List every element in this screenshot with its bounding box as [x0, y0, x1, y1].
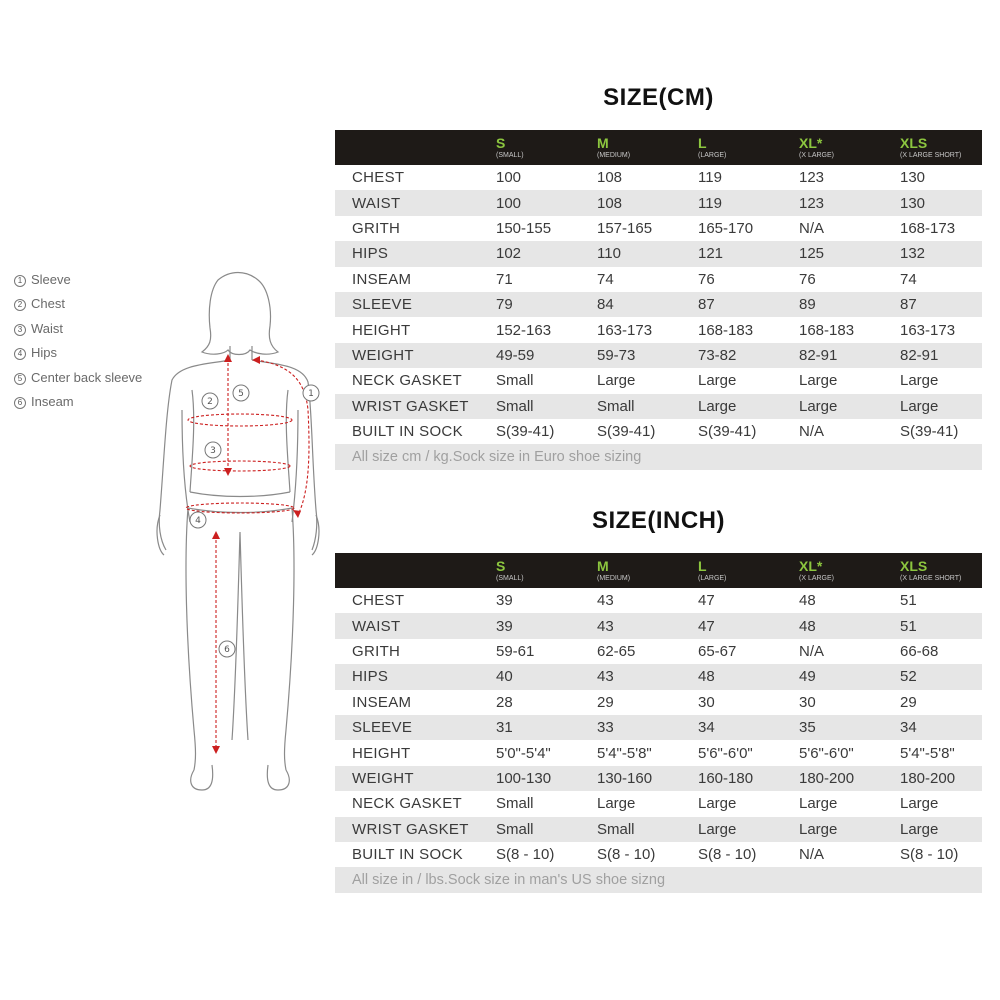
- table-cell: 40: [496, 668, 513, 686]
- size-code: S: [496, 557, 506, 574]
- table-cell: S(8 - 10): [900, 846, 959, 864]
- table-cell: 74: [597, 270, 614, 288]
- table-cell: 34: [698, 719, 715, 737]
- legend-item-waist: [14, 319, 142, 343]
- size-desc: (MEDIUM): [597, 574, 631, 582]
- table-row: [335, 817, 982, 842]
- table-cell: N/A: [799, 846, 825, 864]
- table-cell: 5'6"-6'0": [799, 744, 854, 762]
- body-outline-illustration: [140, 260, 340, 800]
- table-cell: 163-173: [900, 321, 956, 339]
- legend-label: Chest: [31, 296, 65, 312]
- table-cell: S(8 - 10): [698, 846, 757, 864]
- table-cell: 59-73: [597, 346, 636, 364]
- size-inch-title: SIZE(INCH): [592, 507, 725, 534]
- table-row: [335, 267, 982, 292]
- table-cell: 43: [597, 617, 614, 635]
- size-column-header: [799, 553, 900, 588]
- table-cell: Large: [799, 795, 838, 813]
- row-label: HEIGHT: [352, 744, 411, 762]
- table-cell: 52: [900, 668, 917, 686]
- size-column-header: [597, 553, 698, 588]
- row-label: NECK GASKET: [352, 372, 462, 390]
- table-cell: S(8 - 10): [496, 846, 555, 864]
- size-code: M: [597, 557, 609, 574]
- table-row: [335, 588, 982, 613]
- marker-4-label: 4: [195, 516, 201, 526]
- size-desc: (MEDIUM): [597, 151, 631, 159]
- table-cell: 163-173: [597, 321, 653, 339]
- row-label: HIPS: [352, 245, 389, 263]
- table-note-row: [335, 867, 982, 892]
- table-cell: Large: [597, 795, 636, 813]
- table-cell: 82-91: [799, 346, 838, 364]
- table-cell: 39: [496, 617, 513, 635]
- table-row: [335, 639, 982, 664]
- table-cell: 66-68: [900, 642, 939, 660]
- row-label: BUILT IN SOCK: [352, 423, 463, 441]
- table-cell: 31: [496, 719, 513, 737]
- size-code: L: [698, 134, 707, 151]
- table-row: [335, 394, 982, 419]
- marker-6-label: 6: [224, 645, 230, 655]
- table-cell: 168-183: [799, 321, 855, 339]
- row-label: WEIGHT: [352, 769, 414, 787]
- table-cell: Large: [698, 372, 737, 390]
- table-cell: 160-180: [698, 769, 754, 787]
- table-cell: 168-173: [900, 219, 956, 237]
- table-note-row: [335, 444, 982, 469]
- table-cell: 47: [698, 592, 715, 610]
- row-label: GRITH: [352, 219, 401, 237]
- size-code: XLS: [900, 557, 928, 574]
- header-blank: [335, 130, 496, 165]
- table-cell: 82-91: [900, 346, 939, 364]
- table-cell: 100-130: [496, 769, 552, 787]
- table-cell: 180-200: [900, 769, 956, 787]
- table-cell: 108: [597, 194, 623, 212]
- table-cell: 87: [698, 296, 715, 314]
- size-code: XL*: [799, 557, 823, 574]
- table-cell: 29: [597, 693, 614, 711]
- table-row: [335, 715, 982, 740]
- table-cell: 48: [799, 617, 816, 635]
- table-cell: Large: [900, 397, 939, 415]
- size-header-row: [335, 130, 982, 165]
- size-desc: (SMALL): [496, 574, 524, 582]
- legend-number: 2: [14, 299, 26, 311]
- table-row: [335, 343, 982, 368]
- table-cell: S(39-41): [698, 423, 757, 441]
- size-cm-table: [335, 130, 982, 470]
- measurement-legend: [14, 270, 142, 416]
- table-cell: 48: [698, 668, 715, 686]
- table-cell: 73-82: [698, 346, 737, 364]
- table-cell: 150-155: [496, 219, 552, 237]
- table-cell: Large: [900, 820, 939, 838]
- table-cell: 110: [597, 245, 621, 263]
- table-cell: 119: [698, 194, 722, 212]
- table-cell: 48: [799, 592, 816, 610]
- size-code: XLS: [900, 134, 928, 151]
- table-cell: 168-183: [698, 321, 754, 339]
- size-desc: (LARGE): [698, 151, 727, 159]
- table-cell: 76: [698, 270, 715, 288]
- table-cell: Large: [900, 372, 939, 390]
- table-cell: 152-163: [496, 321, 552, 339]
- table-cell: Small: [597, 397, 635, 415]
- table-cell: 123: [799, 169, 825, 187]
- table-cell: 130-160: [597, 769, 653, 787]
- table-cell: 74: [900, 270, 917, 288]
- table-row: [335, 613, 982, 638]
- table-cell: 84: [597, 296, 614, 314]
- row-label: HIPS: [352, 668, 389, 686]
- table-cell: Small: [496, 795, 534, 813]
- table-row: [335, 791, 982, 816]
- row-label: SLEEVE: [352, 296, 413, 314]
- row-label: NECK GASKET: [352, 795, 462, 813]
- table-cell: Small: [496, 372, 534, 390]
- legend-number: 4: [14, 348, 26, 360]
- table-cell: 119: [698, 169, 722, 187]
- table-cell: S(39-41): [496, 423, 555, 441]
- table-cell: Small: [496, 820, 534, 838]
- row-label: INSEAM: [352, 270, 412, 288]
- table-cell: 89: [799, 296, 816, 314]
- size-column-header: [698, 553, 799, 588]
- table-cell: N/A: [799, 423, 825, 441]
- table-cell: Large: [799, 820, 838, 838]
- legend-label: Center back sleeve: [31, 369, 143, 385]
- header-blank: [335, 553, 496, 588]
- table-row: [335, 190, 982, 215]
- table-cell: 71: [496, 270, 513, 288]
- table-cell: 100: [496, 169, 522, 187]
- table-note: All size cm / kg.Sock size in Euro shoe sizing: [352, 448, 642, 465]
- size-code: L: [698, 557, 707, 574]
- table-cell: 49: [799, 668, 816, 686]
- table-row: [335, 368, 982, 393]
- table-cell: 5'4"-5'8": [900, 744, 955, 762]
- legend-item-inseam: [14, 392, 142, 416]
- table-cell: 5'4"-5'8": [597, 744, 652, 762]
- size-desc: (LARGE): [698, 574, 727, 582]
- table-row: [335, 664, 982, 689]
- row-label: WEIGHT: [352, 346, 414, 364]
- table-cell: 132: [900, 245, 926, 263]
- table-cell: 100: [496, 194, 522, 212]
- row-label: WAIST: [352, 617, 401, 635]
- size-desc: (X LARGE): [799, 151, 835, 159]
- table-cell: 165-170: [698, 219, 754, 237]
- table-row: [335, 766, 982, 791]
- size-inch-body: [335, 588, 982, 893]
- table-cell: 125: [799, 245, 825, 263]
- table-cell: 29: [900, 693, 917, 711]
- legend-label: Waist: [31, 320, 64, 336]
- marker-5-label: 5: [238, 389, 244, 399]
- table-row: [335, 292, 982, 317]
- size-code: S: [496, 134, 506, 151]
- row-label: HEIGHT: [352, 321, 411, 339]
- legend-item-hips: [14, 343, 142, 367]
- table-cell: 108: [597, 169, 623, 187]
- table-cell: 121: [698, 245, 724, 263]
- table-cell: 5'0"-5'4": [496, 744, 551, 762]
- size-column-header: [900, 553, 982, 588]
- legend-item-center-back-sleeve: [14, 368, 142, 392]
- table-cell: Large: [799, 372, 838, 390]
- row-label: CHEST: [352, 169, 405, 187]
- marker-1-label: 1: [308, 389, 314, 399]
- size-column-header: [496, 553, 597, 588]
- legend-number: 6: [14, 397, 26, 409]
- row-label: BUILT IN SOCK: [352, 846, 463, 864]
- table-cell: 59-61: [496, 642, 535, 660]
- legend-label: Sleeve: [31, 272, 71, 287]
- table-cell: 51: [900, 592, 917, 610]
- table-cell: S(39-41): [900, 423, 959, 441]
- table-cell: Large: [698, 397, 737, 415]
- table-row: [335, 241, 982, 266]
- size-desc: (X LARGE SHORT): [900, 574, 962, 582]
- size-column-header: [597, 130, 698, 165]
- size-column-header: [799, 130, 900, 165]
- row-label: SLEEVE: [352, 719, 413, 737]
- size-column-header: [496, 130, 597, 165]
- table-cell: 28: [496, 693, 513, 711]
- size-cm-title: SIZE(CM): [603, 84, 714, 111]
- size-cm-body: [335, 165, 982, 470]
- table-cell: 130: [900, 169, 926, 187]
- table-cell: Large: [597, 372, 636, 390]
- size-column-header: [900, 130, 982, 165]
- legend-label: Inseam: [31, 393, 74, 409]
- size-code: XL*: [799, 134, 823, 151]
- table-cell: S(8 - 10): [597, 846, 656, 864]
- table-cell: 130: [900, 194, 926, 212]
- table-cell: 180-200: [799, 769, 855, 787]
- table-cell: Large: [698, 795, 737, 813]
- table-cell: 47: [698, 617, 715, 635]
- legend-item-chest: [14, 294, 142, 318]
- table-cell: Large: [799, 397, 838, 415]
- size-code: M: [597, 134, 609, 151]
- row-label: WAIST: [352, 194, 401, 212]
- table-cell: S(39-41): [597, 423, 656, 441]
- table-cell: 39: [496, 592, 513, 610]
- legend-number: 1: [14, 275, 26, 287]
- row-label: CHEST: [352, 592, 405, 610]
- table-cell: 123: [799, 194, 825, 212]
- legend-label: Hips: [31, 345, 58, 361]
- row-label: WRIST GASKET: [352, 397, 469, 415]
- table-cell: 43: [597, 668, 614, 686]
- legend-number: 5: [14, 373, 26, 385]
- table-row: [335, 690, 982, 715]
- table-cell: 33: [597, 719, 614, 737]
- table-cell: 157-165: [597, 219, 653, 237]
- row-label: WRIST GASKET: [352, 820, 469, 838]
- table-row: [335, 317, 982, 342]
- body-measurement-figure: [140, 260, 340, 800]
- size-column-header: [698, 130, 799, 165]
- table-cell: N/A: [799, 219, 825, 237]
- table-cell: Small: [496, 397, 534, 415]
- table-cell: 79: [496, 296, 513, 314]
- table-row: [335, 419, 982, 444]
- row-label: INSEAM: [352, 693, 412, 711]
- legend-number: 3: [14, 324, 26, 336]
- table-cell: 43: [597, 592, 614, 610]
- table-cell: 30: [698, 693, 715, 711]
- size-header-row: [335, 553, 982, 588]
- table-row: [335, 740, 982, 765]
- table-note: All size in / lbs.Sock size in man's US shoe sizng: [352, 871, 666, 888]
- table-cell: Large: [900, 795, 939, 813]
- table-cell: Large: [698, 820, 737, 838]
- table-cell: N/A: [799, 642, 825, 660]
- table-cell: 102: [496, 245, 522, 263]
- table-cell: 62-65: [597, 642, 636, 660]
- row-label: GRITH: [352, 642, 401, 660]
- table-cell: 35: [799, 719, 816, 737]
- marker-3-label: 3: [210, 446, 216, 456]
- size-inch-table: [335, 553, 982, 893]
- table-cell: 5'6"-6'0": [698, 744, 753, 762]
- table-row: [335, 842, 982, 867]
- table-cell: 87: [900, 296, 917, 314]
- table-cell: 65-67: [698, 642, 737, 660]
- table-cell: 34: [900, 719, 917, 737]
- table-cell: 49-59: [496, 346, 535, 364]
- size-desc: (X LARGE SHORT): [900, 151, 962, 159]
- table-cell: 51: [900, 617, 917, 635]
- marker-2-label: 2: [207, 397, 213, 407]
- size-desc: (X LARGE): [799, 574, 835, 582]
- size-desc: (SMALL): [496, 151, 524, 159]
- table-cell: 76: [799, 270, 816, 288]
- table-row: [335, 216, 982, 241]
- table-cell: 30: [799, 693, 816, 711]
- table-cell: Small: [597, 820, 635, 838]
- table-row: [335, 165, 982, 190]
- legend-item-sleeve: [14, 270, 142, 294]
